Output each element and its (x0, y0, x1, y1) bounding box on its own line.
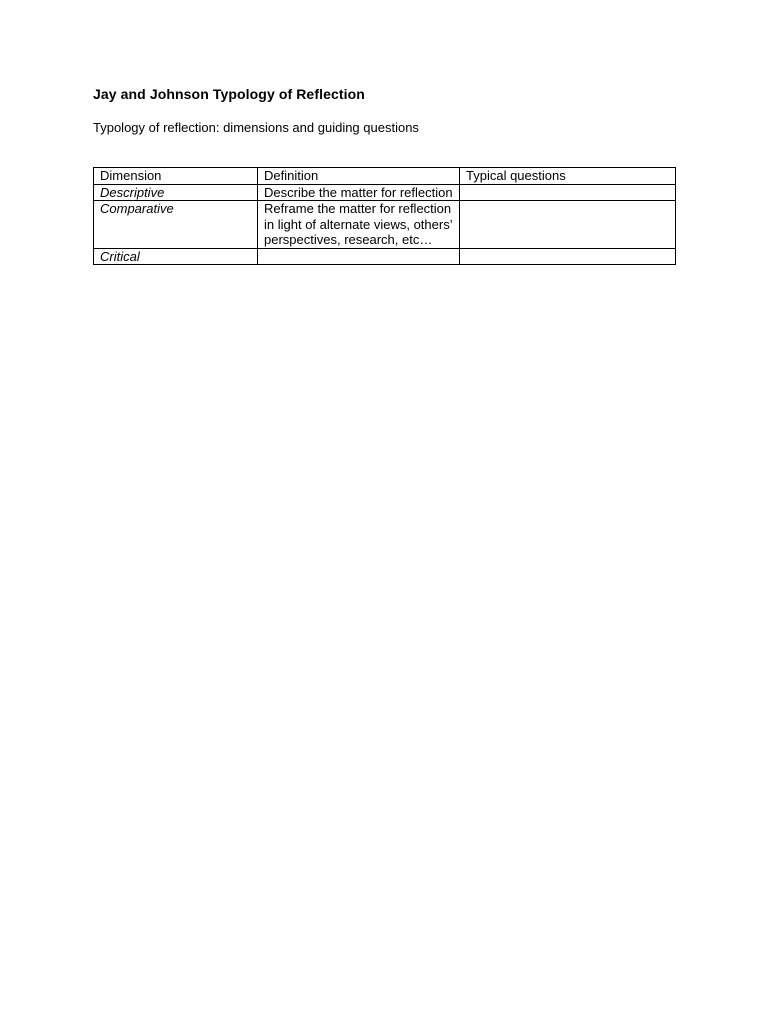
definition-cell (258, 248, 460, 265)
typology-table (93, 167, 676, 265)
table-row (94, 248, 676, 265)
document-subtitle: Typology of reflection: dimensions and guiding questions (93, 120, 419, 135)
questions-cell (460, 184, 676, 201)
table-header-row (94, 168, 676, 185)
table-row (94, 184, 676, 201)
definition-cell: Describe the matter for reflection (258, 184, 460, 201)
definition-cell: Reframe the matter for reflection in light of alternate views, others’ perspectives, research, etc… (258, 201, 460, 249)
dimension-cell: Comparative (94, 201, 258, 249)
questions-cell (460, 248, 676, 265)
dimension-cell: Critical (94, 248, 258, 265)
document-title: Jay and Johnson Typology of Reflection (93, 86, 365, 102)
header-typical-questions: Typical questions (460, 168, 676, 185)
table-row (94, 201, 676, 249)
header-dimension: Dimension (94, 168, 258, 185)
questions-cell (460, 201, 676, 249)
dimension-cell: Descriptive (94, 184, 258, 201)
header-definition: Definition (258, 168, 460, 185)
